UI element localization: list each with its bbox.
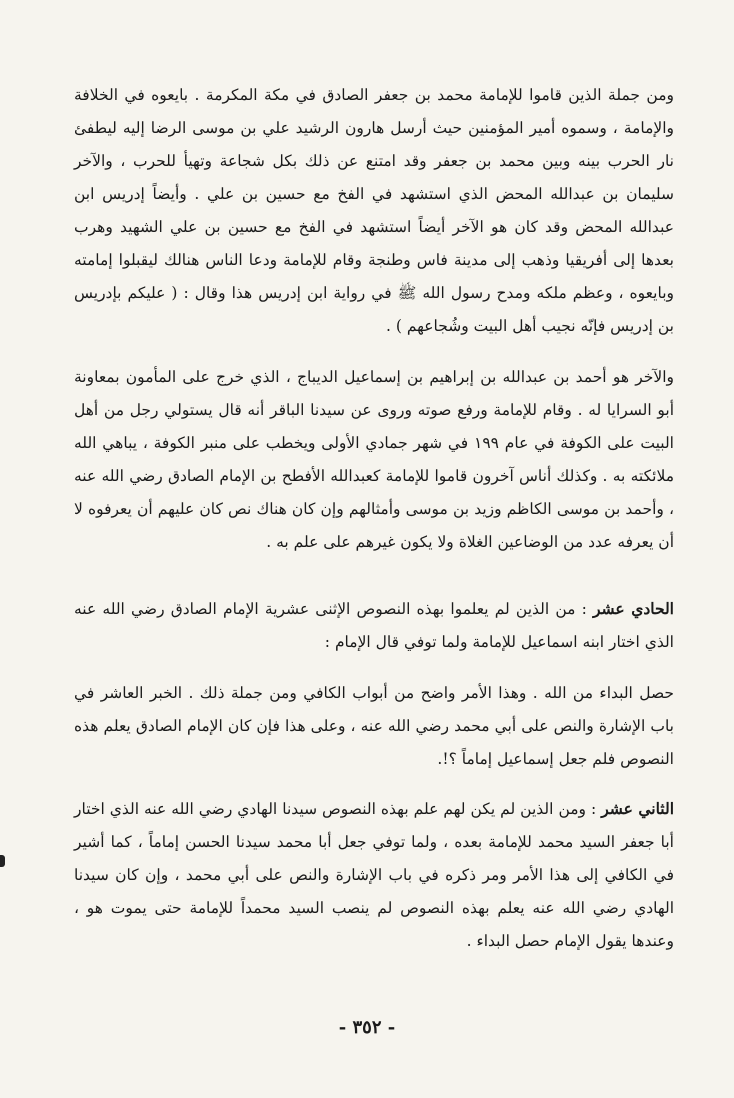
scan-edge-mark [0,855,5,867]
paragraph-2 [74,360,674,559]
paragraph-text: : ومن الذين لم يكن لهم علم بهذه النصوص سيدنا الهادي رضي الله عنه الذي اختار أبا جعفر السيد محمد للإمامة بعده ، ولما توفي جعل أبا محمد سيدنا الحسن إماماً ، كما أشير في الكافي إلى هذا الأمر ومر ذكره في باب الإشارة والنص على أبي محمد ، وإن كان سيدنا الهادي رضي الله عنه يعلم بهذه النصوص لم ينصب السيد محمداً للإمامة حتى يموت هو ، وعندها يقول الإمام حصل البداء . [74,800,674,950]
paragraph-text: : من الذين لم يعلموا بهذه النصوص الإثنى عشرية الإمام الصادق رضي الله عنه الذي اختار ابنه اسماعيل للإمامة ولما توفي قال الإمام : [74,600,674,651]
paragraph-lead: الثاني عشر [601,799,674,818]
page-number: - ٣٥٢ - [338,1017,396,1038]
paragraph-1 [74,78,674,343]
paragraph-text: ومن جملة الذين قاموا للإمامة محمد بن جعفر الصادق في مكة المكرمة . بايعوه في الخلافة والإمامة ، وسموه أمير المؤمنين حيث أرسل هارون الرشيد علي بن موسى الرضا إليه ليطفئ نار الحرب بينه وبين محمد بن جعفر وقد امتنع عن ذلك بكل شجاعة وتهيأ للحرب ، والآخر سليمان بن عبدالله المحض الذي استشهد في الفخ مع حسين بن علي . وأيضاً إدريس ابن عبدالله المحض وقد كان هو الآخر أيضاً استشهد في الفخ مع حسين بن علي الشهيد وهرب بعدها إلى أفريقيا وذهب إلى مدينة فاس وطنجة وقام للإمامة ودعا الناس هنالك ليقبلوا إمامته وبايعوه ، وعظم ملكه ومدح رسول الله ﷺ في رواية ابن إدريس هذا وقال : ( عليكم بإدريس بن إدريس فإنّه نجيب أهل البيت وشُجاعهم ) . [74,86,674,335]
paragraph-5 [74,792,674,958]
paragraph-text: والآخر هو أحمد بن عبدالله بن إبراهيم بن إسماعيل الديباج ، الذي خرج على المأمون بمعاونة أبو السرايا له . وقام للإمامة ورفع صوته وروى عن سيدنا الباقر أنه قال يستولي رجل من أهل البيت على الكوفة في عام ١٩٩ في شهر جمادي الأولى ويخطب على منبر الكوفة ، يباهي الله ملائكته به . وكذلك أناس آخرون قاموا للإمامة كعبدالله الأفطح بن الإمام الصادق رضي الله عنه ، وأحمد بن موسى الكاظم وزيد بن موسى وأمثالهم وإن كان هناك نص كان عليهم أن يعرفوه لا أن يعرفه عدد من الوضاعين الغلاة ولا يكون غيرهم على علم به . [74,368,674,551]
paragraph-lead: الحادي عشر [592,599,674,618]
paragraph-4 [74,676,674,776]
paragraph-3 [74,592,674,659]
paragraph-text: حصل البداء من الله . وهذا الأمر واضح من أبواب الكافي ومن جملة ذلك . الخبر العاشر في باب الإشارة والنص على أبي محمد رضي الله عنه ، وعلى هذا فإن كان الإمام الصادق يعلم هذه النصوص فلم جعل إسماعيل إماماً ؟!. [74,684,674,768]
